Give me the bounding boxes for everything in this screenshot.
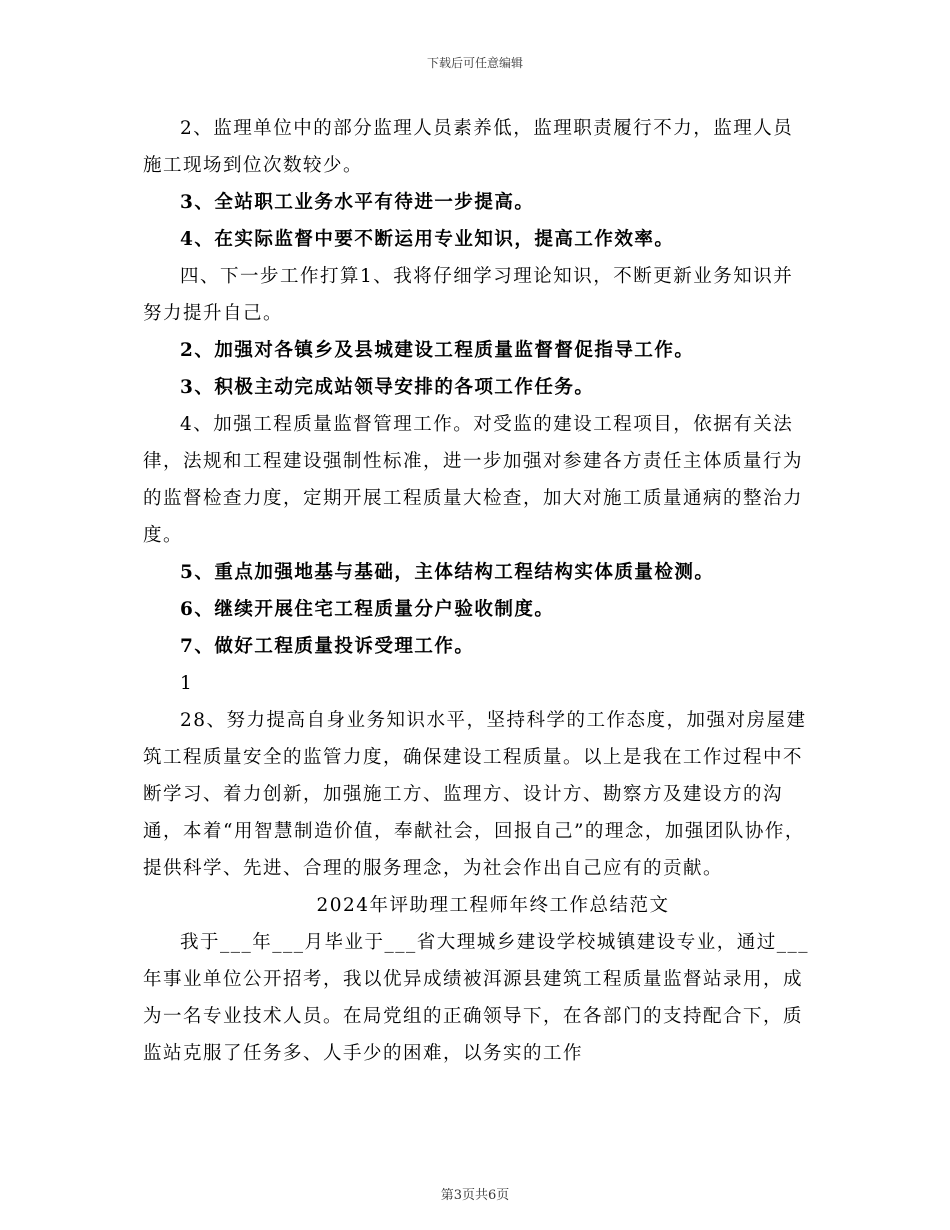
paragraph: 4、加强工程质量监督管理工作。对受监的建设工程项目，依据有关法律，法规和工程建设强制性标准，进一步加强对参建各方责任主体质量行为的监督检查力度，定期开展工程质量大检查，加大对施工质量通病的整治力度。	[143, 414, 804, 546]
document-body	[143, 110, 813, 1072]
paragraph: 3、全站职工业务水平有待进一步提高。	[180, 192, 535, 213]
paragraph: 3、积极主动完成站领导安排的各项工作任务。	[180, 377, 595, 398]
paragraph: 28、努力提高自身业务知识水平，坚持科学的工作态度，加强对房屋建筑工程质量安全的监管力度，确保建设工程质量。以上是我在工作过程中不断学习、着力创新，加强施工方、监理方、设计方、勘察方及建设方的沟通，本着“用智慧制造价值，奉献社会，回报自己”的理念，加强团队协作，提供科学、先进、合理的服务理念，为社会作出自己应有的贡献。	[143, 710, 807, 879]
paragraph: 2、加强对各镇乡及县城建设工程质量监督督促指导工作。	[180, 340, 695, 361]
section-title: 2024年评助理工程师年终工作总结范文	[316, 895, 670, 916]
paragraph: 4、在实际监督中要不断运用专业知识，提高工作效率。	[180, 229, 675, 250]
paragraph: 2、监理单位中的部分监理人员素养低，监理职责履行不力，监理人员施工现场到位次数较少。	[143, 118, 794, 176]
paragraph: 5、重点加强地基与基础，主体结构工程结构实体质量检测。	[180, 562, 715, 583]
page-header: 下载后可任意编辑	[426, 56, 523, 70]
page-footer: 第3页共6页	[440, 1188, 510, 1203]
paragraph: 6、继续开展住宅工程质量分户验收制度。	[180, 599, 555, 620]
paragraph: 1	[180, 673, 194, 694]
paragraph: 四、下一步工作打算1、我将仔细学习理论知识，不断更新业务知识并努力提升自己。	[143, 266, 794, 324]
paragraph: 我于___年___月毕业于___省大理城乡建设学校城镇建设专业，通过___年事业单位公开招考，我以优异成绩被洱源县建筑工程质量监督站录用，成为一名专业技术人员。在局党组的正确领导下，在各部门的支持配合下，质监站克服了任务多、人手少的困难，以务实的工作	[143, 932, 810, 1064]
paragraph: 7、做好工程质量投诉受理工作。	[180, 636, 475, 657]
